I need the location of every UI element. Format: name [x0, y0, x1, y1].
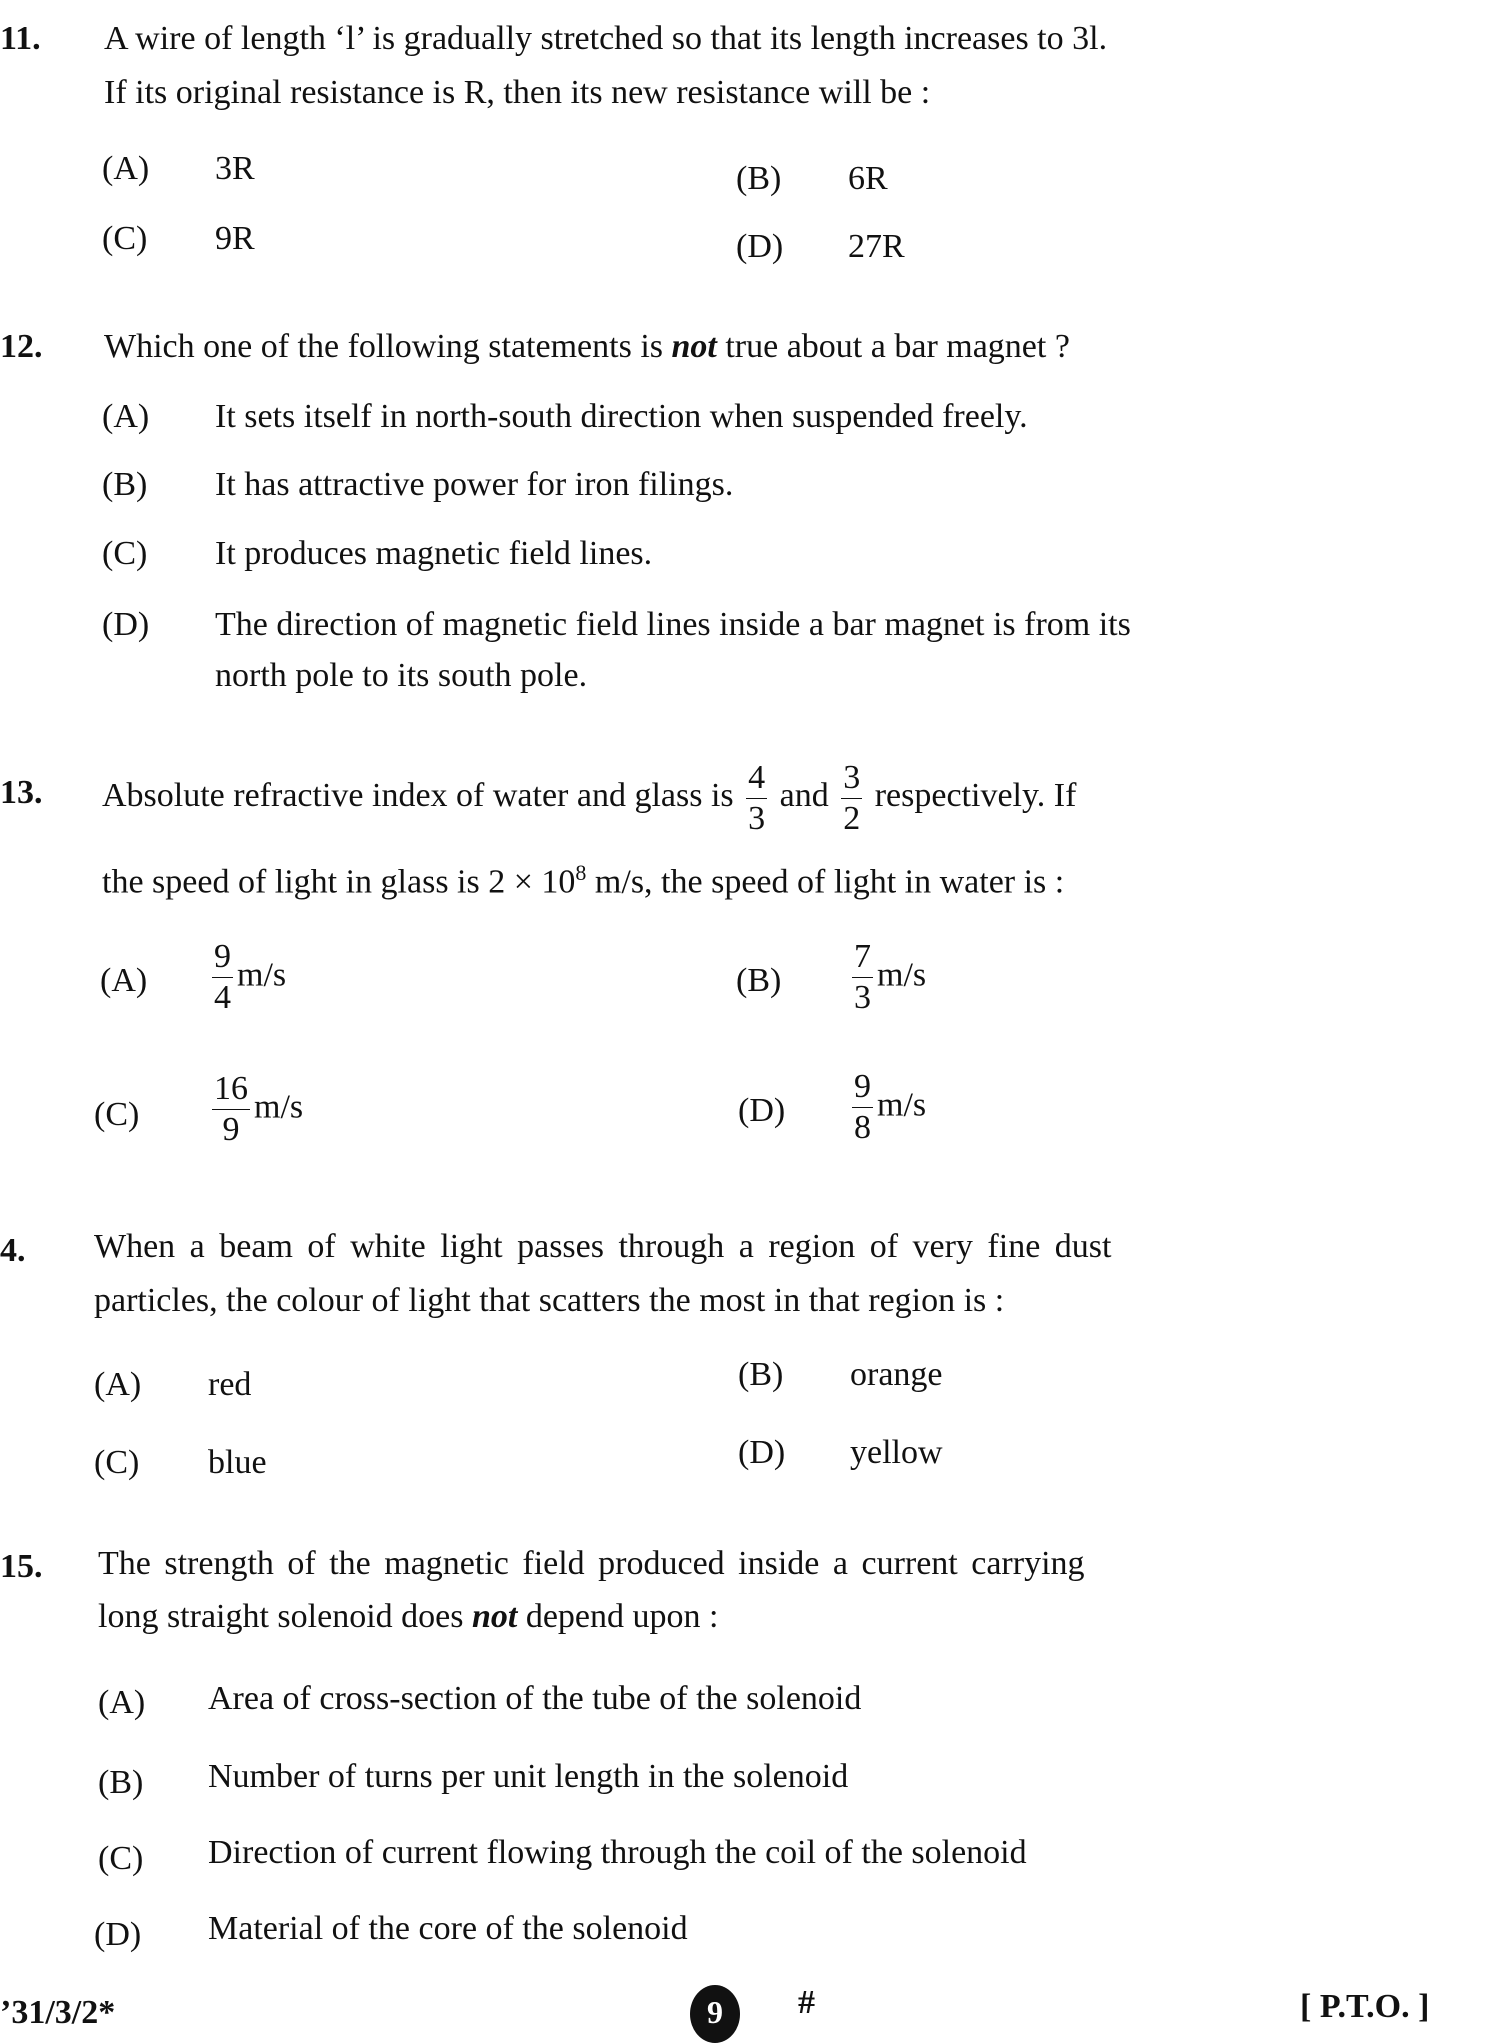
- option-text: 6R: [848, 160, 888, 197]
- option-label: (B): [102, 466, 148, 503]
- question-text: The strength of the magnetic field produced inside a current carrying: [98, 1545, 1085, 1582]
- option-text: Area of cross-section of the tube of the solenoid: [208, 1680, 862, 1717]
- option-text: [208, 1072, 303, 1147]
- option-label: (C): [94, 1096, 140, 1133]
- question-number: 12.: [0, 328, 43, 365]
- question-text: A wire of length ‘l’ is gradually stretched so that its length increases to 3l.: [104, 20, 1108, 57]
- option-text: [848, 940, 926, 1015]
- question-text-part: respectively. If: [874, 777, 1077, 814]
- exponent: 8: [575, 860, 587, 885]
- question-text: particles, the colour of light that scatters the most in that region is :: [94, 1282, 1005, 1319]
- option-label: (A): [100, 962, 148, 999]
- option-label: (B): [736, 962, 782, 999]
- option-text: 3R: [215, 150, 255, 187]
- fraction-glass: [841, 758, 862, 837]
- option-text: 9R: [215, 220, 255, 257]
- question-number: 4.: [0, 1232, 26, 1269]
- question-number: 15.: [0, 1548, 43, 1585]
- option-label: (D): [94, 1916, 142, 1953]
- numerator: 3: [841, 761, 862, 799]
- option-text: orange: [850, 1356, 943, 1393]
- unit: m/s: [877, 1086, 927, 1124]
- option-text: It has attractive power for iron filings.: [215, 466, 734, 503]
- denominator: 2: [843, 799, 861, 837]
- option-label: (A): [102, 150, 150, 187]
- option-label: (D): [102, 606, 150, 643]
- option-label: (D): [738, 1434, 786, 1471]
- denominator: 8: [854, 1109, 871, 1146]
- denominator: 9: [222, 1111, 240, 1148]
- option-label: (C): [94, 1444, 140, 1481]
- question-text: [98, 1598, 718, 1636]
- question-text: [102, 860, 1064, 901]
- question-text-part: the speed of light in glass is 2 × 10: [102, 863, 576, 901]
- denominator: 3: [854, 979, 871, 1016]
- option-text: [848, 1070, 926, 1145]
- page-number-badge: 9: [690, 1985, 740, 2043]
- option-label: (C): [102, 535, 148, 572]
- question-text-part: m/s, the speed of light in water is :: [586, 863, 1065, 901]
- pto-label: [ P.T.O. ]: [1300, 1988, 1430, 2025]
- question-number: 13.: [0, 774, 43, 811]
- option-label: (A): [98, 1684, 146, 1721]
- numerator: 16: [212, 1072, 250, 1110]
- option-label: (D): [738, 1092, 786, 1129]
- option-text: It sets itself in north-south direction when suspended freely.: [215, 398, 1028, 435]
- option-label: (B): [98, 1764, 144, 1801]
- option-label: (B): [736, 160, 782, 197]
- emphasis: not: [671, 328, 717, 365]
- question-text: [102, 756, 1076, 836]
- numerator: 7: [852, 940, 873, 978]
- paper-code: ’31/3/2*: [0, 1994, 116, 2031]
- question-text: When a beam of white light passes through a region of very fine dust: [94, 1228, 1112, 1265]
- question-text-part: true about a bar magnet ?: [716, 328, 1070, 365]
- hash-mark: #: [798, 1984, 815, 2021]
- option-text: The direction of magnetic field lines inside a bar magnet is from its: [215, 606, 1131, 643]
- option-label: (A): [102, 398, 150, 435]
- option-text: It produces magnetic field lines.: [215, 535, 653, 572]
- option-text: [208, 940, 286, 1015]
- option-label: (C): [98, 1840, 144, 1877]
- question-text-part: long straight solenoid does: [98, 1598, 472, 1635]
- numerator: 4: [746, 761, 767, 799]
- question-text-part: Absolute refractive index of water and glass is: [102, 777, 734, 814]
- option-text: Number of turns per unit length in the solenoid: [208, 1758, 849, 1795]
- denominator: 3: [748, 799, 766, 837]
- fraction-water: [746, 758, 767, 837]
- option-label: (A): [94, 1366, 142, 1403]
- option-label: (B): [738, 1356, 784, 1393]
- numerator: 9: [852, 1070, 873, 1108]
- option-label: (D): [736, 228, 784, 265]
- question-number: 11.: [0, 20, 41, 57]
- question-text-part: Which one of the following statements is: [104, 328, 672, 365]
- option-text: Direction of current flowing through the coil of the solenoid: [208, 1834, 1027, 1871]
- denominator: 4: [214, 979, 231, 1016]
- option-text: 27R: [848, 228, 905, 265]
- option-label: (C): [102, 220, 148, 257]
- question-text-part: depend upon :: [517, 1598, 719, 1635]
- question-text: If its original resistance is R, then its new resistance will be :: [104, 74, 931, 111]
- option-text: red: [208, 1366, 252, 1403]
- unit: m/s: [877, 956, 927, 994]
- option-text: yellow: [850, 1434, 943, 1471]
- question-text-part: and: [779, 777, 829, 814]
- numerator: 9: [212, 940, 233, 978]
- unit: m/s: [254, 1088, 304, 1126]
- option-text: blue: [208, 1444, 267, 1481]
- question-text: [104, 328, 1070, 366]
- unit: m/s: [237, 956, 287, 994]
- option-text: Material of the core of the solenoid: [208, 1910, 688, 1947]
- emphasis: not: [471, 1598, 518, 1635]
- option-text: north pole to its south pole.: [215, 657, 588, 694]
